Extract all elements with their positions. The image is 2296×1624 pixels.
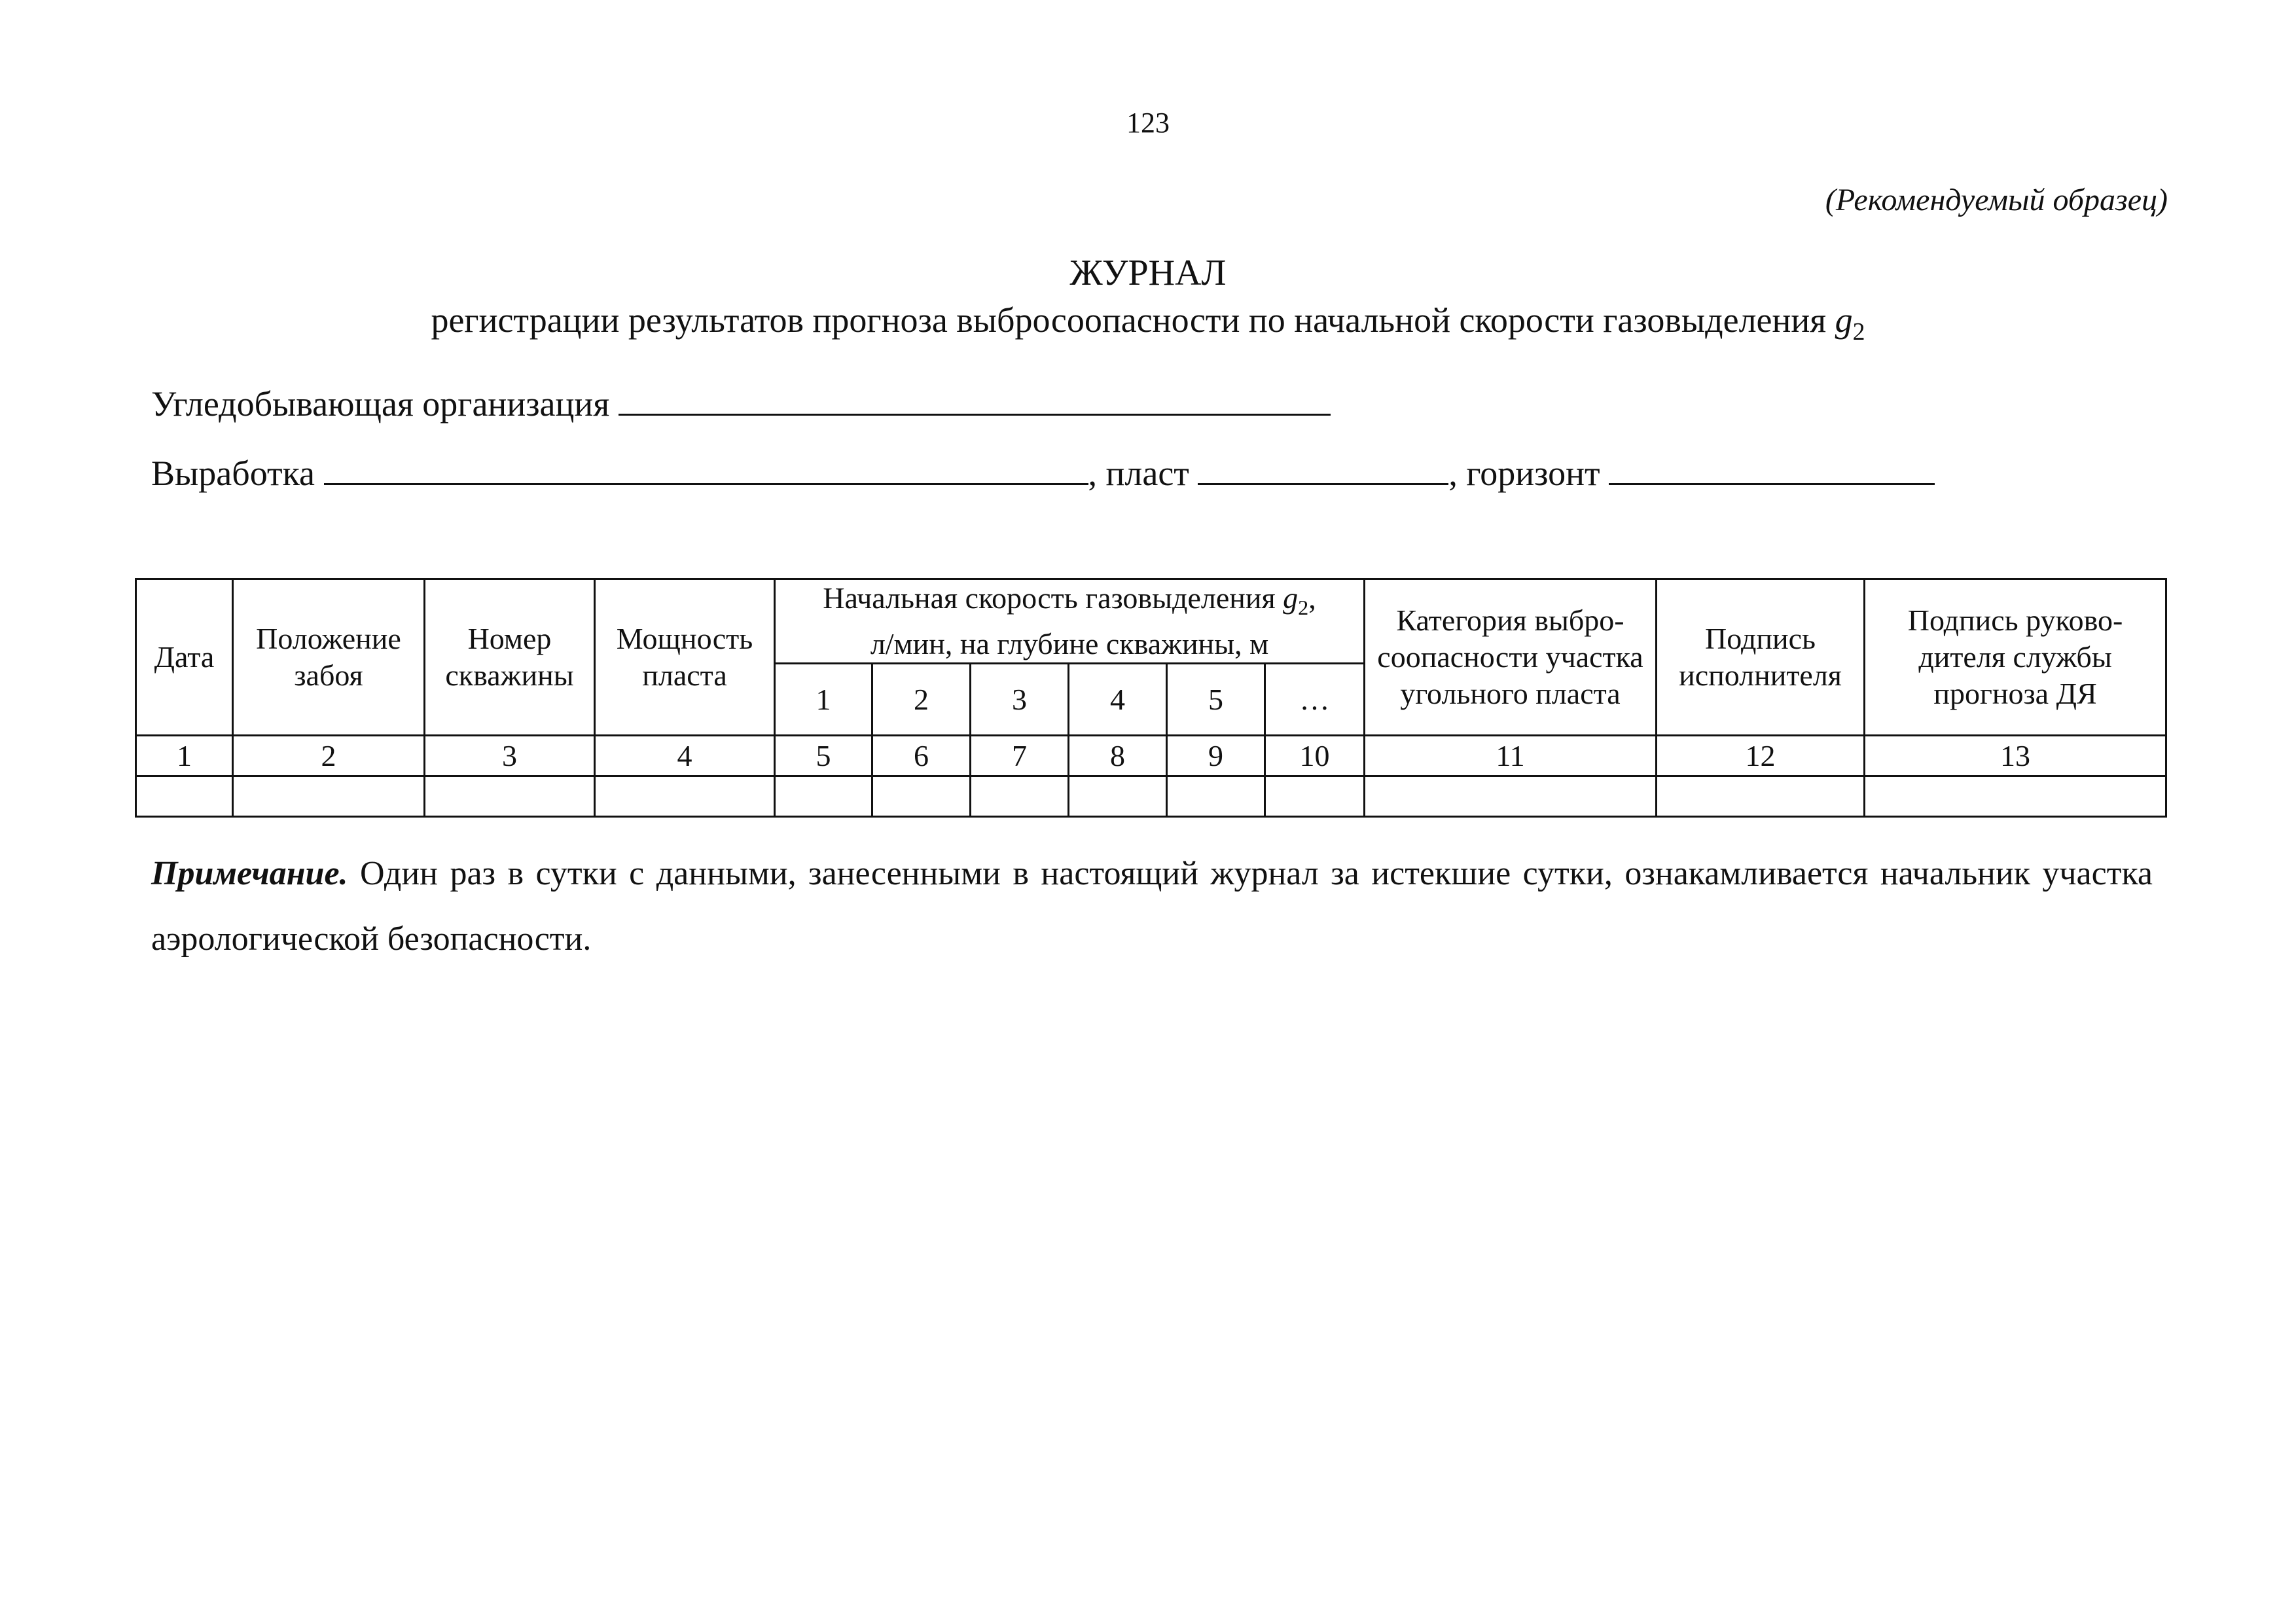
column-number: 13 bbox=[1865, 736, 2166, 776]
note bbox=[151, 841, 2153, 972]
entry-cell[interactable] bbox=[775, 776, 872, 817]
empty-entry-row bbox=[136, 776, 2166, 817]
column-number: 12 bbox=[1657, 736, 1865, 776]
header-date: Дата bbox=[136, 579, 233, 736]
column-number-row bbox=[136, 736, 2166, 776]
header-row-1 bbox=[136, 579, 2166, 664]
gas-rate-comma: , bbox=[1308, 581, 1316, 615]
gas-rate-line1: Начальная скорость газовыделения bbox=[823, 581, 1276, 615]
column-number: 11 bbox=[1365, 736, 1657, 776]
org-line bbox=[151, 381, 1331, 424]
entry-cell[interactable] bbox=[1167, 776, 1265, 817]
entry-cell[interactable] bbox=[136, 776, 233, 817]
subtitle-symbol-index: 2 bbox=[1852, 317, 1865, 346]
org-label: Угледобывающая организация bbox=[151, 384, 610, 424]
depth-header: … bbox=[1265, 664, 1365, 736]
column-number: 3 bbox=[425, 736, 595, 776]
entry-cell[interactable] bbox=[425, 776, 595, 817]
note-text: Один раз в сутки с данными, занесенными в настоящий журнал за истекшие сутки, ознакамливается начальник участка аэрологической безопасности. bbox=[151, 855, 2153, 958]
document-subtitle bbox=[0, 300, 2296, 346]
entry-cell[interactable] bbox=[971, 776, 1069, 817]
gas-rate-symbol-index: 2 bbox=[1298, 596, 1309, 620]
gas-rate-symbol: g bbox=[1283, 581, 1299, 615]
column-number: 5 bbox=[775, 736, 872, 776]
note-label: Примечание. bbox=[151, 855, 348, 892]
page-number: 123 bbox=[1126, 107, 1170, 139]
header-executor-signature: Подпись исполнителя bbox=[1657, 579, 1865, 736]
header-seam-thickness: Мощность пласта bbox=[595, 579, 775, 736]
header-well-number: Номер скважины bbox=[425, 579, 595, 736]
column-number: 6 bbox=[872, 736, 971, 776]
working-label: Выработка bbox=[151, 454, 315, 493]
depth-header: 4 bbox=[1069, 664, 1167, 736]
org-field[interactable] bbox=[619, 381, 1331, 416]
depth-header: 1 bbox=[775, 664, 872, 736]
entry-cell[interactable] bbox=[595, 776, 775, 817]
entry-cell[interactable] bbox=[1265, 776, 1365, 817]
column-number: 9 bbox=[1167, 736, 1265, 776]
header-head-signature: Подпись руково-дителя службы прогноза ДЯ bbox=[1865, 579, 2166, 736]
entry-cell[interactable] bbox=[872, 776, 971, 817]
horizon-label: , горизонт bbox=[1448, 454, 1600, 493]
horizon-field[interactable] bbox=[1609, 450, 1935, 485]
seam-label: , пласт bbox=[1088, 454, 1189, 493]
journal-table bbox=[135, 578, 2167, 818]
working-field[interactable] bbox=[324, 450, 1088, 485]
column-number: 1 bbox=[136, 736, 233, 776]
seam-field[interactable] bbox=[1198, 450, 1448, 485]
column-number: 7 bbox=[971, 736, 1069, 776]
depth-header: 5 bbox=[1167, 664, 1265, 736]
entry-cell[interactable] bbox=[1069, 776, 1167, 817]
entry-cell[interactable] bbox=[233, 776, 425, 817]
depth-header: 2 bbox=[872, 664, 971, 736]
header-face-position: Положение забоя bbox=[233, 579, 425, 736]
header-gas-rate bbox=[775, 579, 1365, 664]
column-number: 8 bbox=[1069, 736, 1167, 776]
column-number: 4 bbox=[595, 736, 775, 776]
subtitle-symbol: g bbox=[1835, 300, 1853, 340]
entry-cell[interactable] bbox=[1657, 776, 1865, 817]
column-number: 2 bbox=[233, 736, 425, 776]
gas-rate-line2: л/мин, на глубине скважины, м bbox=[870, 627, 1269, 661]
sample-label: (Рекомендуемый образец) bbox=[1825, 183, 2168, 217]
document-title: ЖУРНАЛ bbox=[1069, 253, 1227, 293]
column-number: 10 bbox=[1265, 736, 1365, 776]
entry-cell[interactable] bbox=[1865, 776, 2166, 817]
working-line bbox=[151, 450, 1935, 494]
header-category: Категория выбро-соопасности участка угольного пласта bbox=[1365, 579, 1657, 736]
subtitle-text: регистрации результатов прогноза выбросоопасности по начальной скорости газовыделения bbox=[431, 300, 1827, 340]
depth-header: 3 bbox=[971, 664, 1069, 736]
entry-cell[interactable] bbox=[1365, 776, 1657, 817]
